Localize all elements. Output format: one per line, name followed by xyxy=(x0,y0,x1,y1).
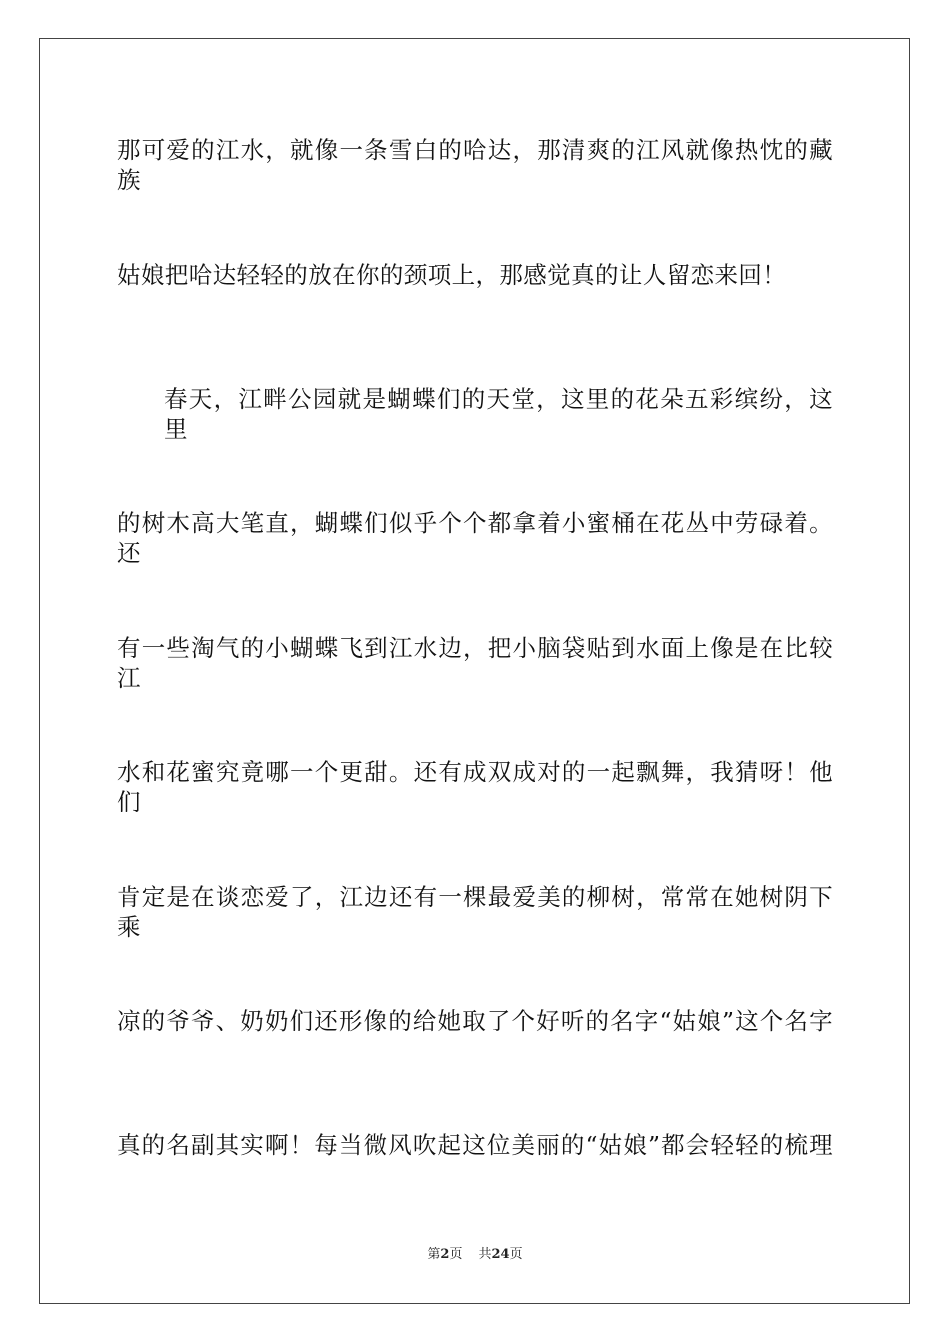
footer-page-suffix: 页 xyxy=(449,1247,463,1262)
paragraph-line-5: 有一些淘气的小蝴蝶飞到江水边，把小脑袋贴到水面上像是在比较江 xyxy=(117,634,833,692)
paragraph-line-8: 凉的爷爷、奶奶们还形像的给她取了个好听的名字“姑娘”这个名字 xyxy=(117,1007,833,1035)
footer-page-number: 2 xyxy=(440,1247,450,1262)
footer-total-prefix: 共 xyxy=(478,1247,492,1262)
paragraph-line-1: 那可爱的江水，就像一条雪白的哈达，那清爽的江风就像热忱的藏族 xyxy=(117,136,833,194)
paragraph-line-6: 水和花蜜究竟哪一个更甜。还有成双成对的一起飘舞，我猜呀！他们 xyxy=(117,758,833,816)
paragraph-line-3: 春天，江畔公园就是蝴蝶们的天堂，这里的花朵五彩缤纷，这里 xyxy=(164,385,833,443)
footer-total-suffix: 页 xyxy=(509,1247,523,1262)
paragraph-line-4: 的树木高大笔直，蝴蝶们似乎个个都拿着小蜜桶在花丛中劳碌着。还 xyxy=(117,509,833,567)
page-footer xyxy=(0,1246,950,1264)
paragraph-line-7: 肯定是在谈恋爱了，江边还有一棵最爱美的柳树，常常在她树阴下乘 xyxy=(117,883,833,941)
footer-page-prefix: 第 xyxy=(427,1247,441,1262)
paragraph-line-9: 真的名副其实啊！每当微风吹起这位美丽的“姑娘”都会轻轻的梳理 xyxy=(117,1131,833,1159)
footer-total-pages: 24 xyxy=(491,1247,510,1262)
paragraph-line-2: 姑娘把哈达轻轻的放在你的颈项上，那感觉真的让人留恋来回！ xyxy=(117,261,787,289)
